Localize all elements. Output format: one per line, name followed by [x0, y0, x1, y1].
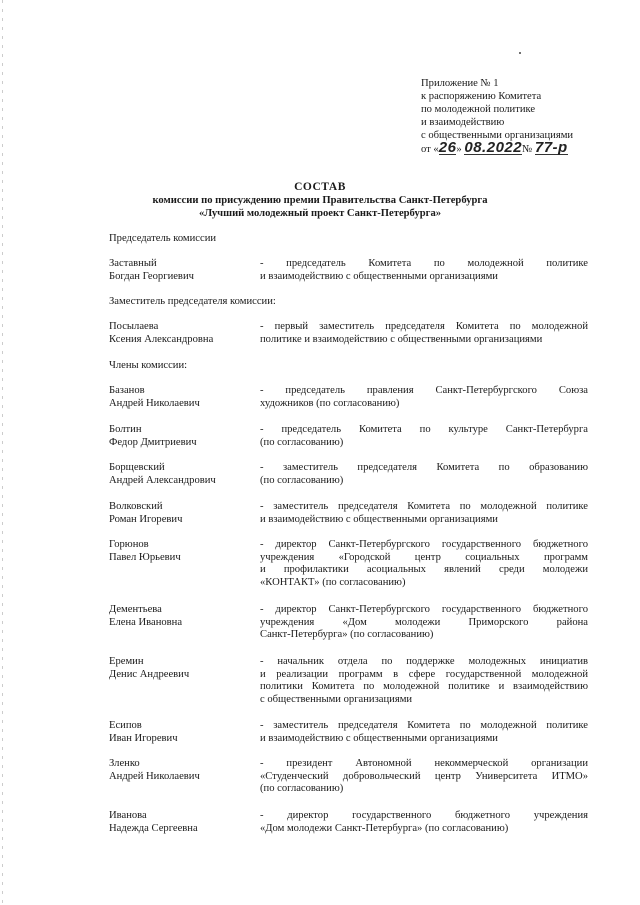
member-name: Посылаева Ксения Александровна [109, 321, 214, 345]
member-name: Дементьева Елена Ивановна [109, 604, 183, 628]
member-name: Базанов Андрей Николаевич [109, 385, 200, 409]
member-role: - первый заместитель председателя Комитета по молодежной политике и взаимодействию с общественными организациями [260, 321, 588, 345]
member-role: - начальник отдела по поддержке молодежных инициатив и реализации программ в сфере государственной молодежной политики Комитета по молодежной политике и взаимодействию с общественными организациями [260, 656, 588, 705]
appendix-line: к распоряжению Комитета [421, 91, 542, 102]
member-name: Еремин Денис Андреевич [109, 656, 190, 680]
member-role: - заместитель председателя Комитета по молодежной политике и взаимодействию с общественными организациями [260, 720, 588, 744]
number-label: № [522, 144, 533, 155]
appendix-block [421, 77, 611, 156]
member-role: - директор Санкт-Петербургского государственного бюджетного учреждения «Дом молодежи Приморского района Санкт-Петербурга» (по согласованию) [260, 604, 588, 641]
member-role: - президент Автономной некоммерческой организации «Студенческий добровольческий центр Университета ИТМО» (по согласованию) [260, 758, 588, 795]
member-role: - заместитель председателя Комитета по молодежной политике и взаимодействию с общественными организациями [260, 501, 588, 525]
member-name: Борщевский Андрей Александрович [109, 462, 216, 486]
member-role: - директор Санкт-Петербургского государственного бюджетного учреждения «Городской центр социальных программ и профилактики асоциальных явлений среди молодежи «КОНТАКТ» (по согласованию) [260, 539, 588, 588]
member-name: Есипов Иван Игоревич [109, 720, 178, 744]
document-subtitle-line-2: «Лучший молодежный проект Санкт-Петербурга» [198, 208, 442, 219]
appendix-line: по молодежной политике [421, 104, 536, 115]
member-role: - заместитель председателя Комитета по образованию (по согласованию) [260, 462, 588, 486]
document-number-handwritten: 77-р [534, 139, 568, 156]
member-name: Горюнов Павел Юрьевич [109, 539, 181, 563]
section-deputy: Заместитель председателя комиссии: [109, 296, 276, 307]
date-month-year-handwritten: 08.2022 [464, 139, 523, 156]
member-name: Иванова Надежда Сергеевна [109, 810, 198, 834]
date-sep: » [456, 144, 462, 155]
scan-dot [519, 52, 521, 54]
member-name: Болтин Федор Дмитриевич [109, 424, 197, 448]
document-subtitle-line-1: комиссии по присуждению премии Правительства Санкт-Петербурга [152, 195, 488, 206]
date-number-line [421, 139, 611, 156]
scan-edge-mark [2, 0, 3, 905]
appendix-line: с общественными организациями [421, 130, 574, 141]
member-role: - директор государственного бюджетного учреждения «Дом молодежи Санкт-Петербурга» (по согласованию) [260, 810, 588, 834]
date-prefix: от « [421, 144, 439, 155]
date-day-handwritten: 26 [438, 139, 457, 156]
member-role: - председатель Комитета по культуре Санкт-Петербурга (по согласованию) [260, 424, 588, 448]
member-name: Заставный Богдан Георгиевич [109, 258, 194, 282]
section-chair: Председатель комиссии [109, 233, 217, 244]
member-name: Волковский Роман Игоревич [109, 501, 183, 525]
section-members: Члены комиссии: [109, 360, 188, 371]
member-name: Зленко Андрей Николаевич [109, 758, 200, 782]
appendix-line: Приложение № 1 [421, 78, 499, 89]
document-title: СОСТАВ [294, 181, 346, 193]
appendix-line: и взаимодействию [421, 117, 505, 128]
member-role: - председатель правления Санкт-Петербургского Союза художников (по согласованию) [260, 385, 588, 409]
member-role: - председатель Комитета по молодежной политике и взаимодействию с общественными организациями [260, 258, 588, 282]
